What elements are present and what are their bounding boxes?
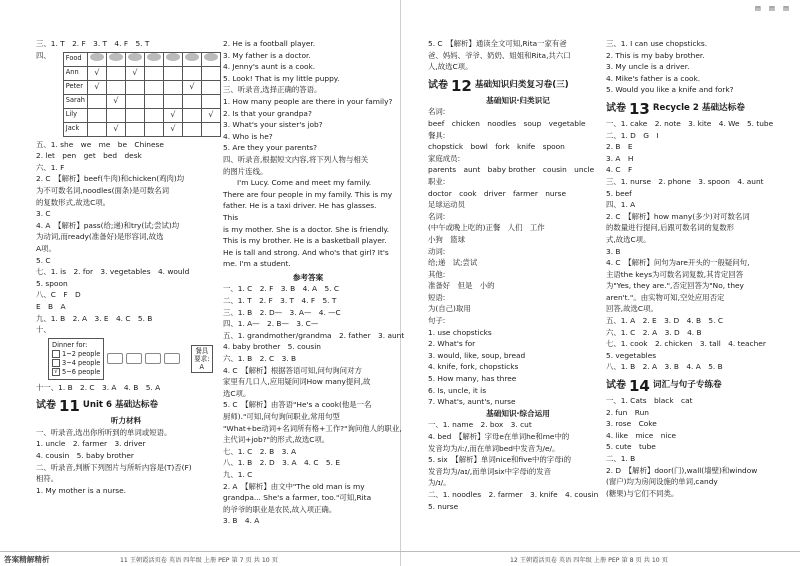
- tick-cell: [125, 122, 144, 136]
- answer-line: 二、1. noodles 2. farmer 3. knife 4. cousin: [428, 489, 599, 499]
- food-table-block: [36, 50, 216, 139]
- section-label: 四、: [36, 50, 51, 60]
- answer-line: 六、1. C 2. A 3. D 4. B: [606, 327, 702, 337]
- answer-line: 名词:: [428, 107, 446, 117]
- answer-line: 3. What's your sister's job?: [223, 120, 323, 130]
- test-title: Unit 6 基础达标卷: [82, 400, 158, 411]
- answer-line: 4. knife, fork, chopsticks: [428, 362, 519, 372]
- food-picture: [125, 52, 144, 66]
- answer-line: doctor cook driver farmer nurse: [428, 188, 567, 198]
- column-3: [428, 38, 608, 512]
- answer-line: There are four people in my family. This is my: [223, 189, 393, 199]
- answer-line: 一、听录音,选出你所听到的单词或短语。: [36, 427, 172, 437]
- answer-line: 八、1. B 2. D 3. A 4. C 5. E: [223, 458, 340, 468]
- answer-line: beef chicken noodles soup vegetable: [428, 118, 586, 128]
- answer-line: 句子:: [428, 316, 446, 326]
- answer-line: 六、1. F: [36, 162, 65, 172]
- diner-option-label: 5~6 people: [62, 367, 101, 376]
- answer-line: 选C项。: [223, 388, 251, 398]
- answer-line: 为不可数名词,noodles(面条)是可数名词: [36, 185, 170, 195]
- answer-line: 三、1. T 2. F 3. T 4. F 5. T: [36, 39, 150, 48]
- column-2: [223, 38, 405, 527]
- answer-line: 主语the keys为可数名词复数,其肯定回答: [606, 269, 744, 279]
- tick-cell: √: [125, 66, 144, 80]
- answer-line: 动词:: [428, 246, 446, 256]
- test-number: 14: [629, 377, 650, 396]
- answer-line: 小狗 篮球: [428, 234, 465, 244]
- tick-cell: [182, 122, 201, 136]
- tick-cell: √: [182, 80, 201, 94]
- answer-line: 3. would, like, soup, bread: [428, 350, 526, 360]
- answer-line: 家里有几口人,应用疑问词How many提问,故: [223, 377, 371, 387]
- test-11-header: [36, 397, 216, 416]
- checkbox-icon: √: [52, 368, 60, 376]
- answer-line: 为/ɪ/。: [428, 478, 451, 488]
- answer-line: 4. C F: [606, 165, 633, 175]
- answer-line: 家庭成员:: [428, 153, 461, 163]
- test-number: 13: [629, 99, 650, 118]
- answer-line: 2. C 【解析】beef(牛肉)和chicken(鸡肉)均: [36, 174, 185, 184]
- answer-line: 为"Yes, they are.",否定回答为"No, they: [606, 281, 744, 291]
- answer-line: 1. use chopsticks: [428, 327, 492, 337]
- answer-line: 5. spoon: [36, 278, 68, 288]
- answer-line: He is tall and strong. And who's that girl? It's: [223, 247, 389, 257]
- answer-line: 7. What's, aunt's, nurse: [428, 397, 516, 407]
- answer-line: A项。: [36, 243, 56, 253]
- answer-line: 5. Are they your parents?: [223, 143, 318, 153]
- answer-line: 1. My mother is a nurse.: [36, 485, 127, 495]
- footer-left: [0, 551, 400, 566]
- reference-answers-heading: 参考答案: [292, 272, 324, 282]
- tick-cell: [182, 66, 201, 80]
- diner-block: [36, 338, 216, 380]
- food-picture: [87, 52, 106, 66]
- food-picture: [106, 52, 125, 66]
- answer-line: 2. fun Run: [606, 407, 649, 417]
- answer-line: (窗户)均为房间设施的单词,candy: [606, 477, 718, 487]
- table-row: [63, 66, 220, 80]
- answer-line: 3. B: [606, 246, 621, 256]
- answer-line: 2. let pen get bed desk: [36, 151, 142, 161]
- tick-cell: [106, 66, 125, 80]
- page-right: [400, 0, 800, 566]
- side-box-line: 要求:: [194, 354, 210, 363]
- answer-line: 的图片连线。: [223, 166, 268, 176]
- checkbox-icon: [52, 350, 60, 358]
- toolbar-icons[interactable]: ▤ ▤ ▤: [754, 4, 792, 12]
- test-title: Recycle 2 基础达标卷: [652, 103, 745, 114]
- tick-cell: [144, 66, 163, 80]
- food-table: [63, 52, 221, 137]
- answer-line: 4. baby brother 5. cousin: [223, 342, 321, 352]
- answer-line: (中午或晚上吃的)正餐 人们 工作: [428, 223, 545, 233]
- answer-line: (糖果)与它们不同类。: [606, 488, 679, 498]
- answer-line: 5. cute tube: [606, 442, 656, 452]
- column-4: [606, 38, 796, 499]
- answer-line: 爸、妈妈、爷爷、奶奶、姐姐和Rita,共六口: [428, 50, 571, 60]
- food-picture: [144, 52, 163, 66]
- table-row: [63, 122, 220, 136]
- tick-cell: [201, 66, 220, 80]
- answer-line: 2. This is my baby brother.: [606, 50, 705, 60]
- tick-cell: √: [87, 80, 106, 94]
- person-name: Sarah: [63, 94, 87, 108]
- answer-line: 四、1. A— 2. B— 3. C—: [223, 319, 319, 329]
- person-name: Peter: [63, 80, 87, 94]
- food-picture: [163, 52, 182, 66]
- table-row: [63, 80, 220, 94]
- tick-cell: [201, 94, 220, 108]
- answer-line: 5. vegetables: [606, 350, 657, 360]
- answer-line: 一、1. C 2. F 3. B 4. A 5. C: [223, 284, 340, 294]
- section-heading: 基础知识·综合运用: [486, 408, 550, 418]
- tick-cell: [182, 94, 201, 108]
- answer-line: 4. Jenny's aunt is a cook.: [223, 62, 316, 72]
- test-12-header: [428, 76, 608, 95]
- answer-line: 5. How many, has three: [428, 374, 517, 384]
- answer-line: 相符。: [36, 474, 59, 484]
- answer-line: 2. D 【解析】door(门),wall(墙壁)和window: [606, 465, 758, 475]
- answer-line: 四、听录音,根据短文内容,将下列人物与相关: [223, 154, 369, 164]
- answer-line: 2. A 【解析】由文中"The old man is my: [223, 481, 365, 491]
- answer-line: 三、听录音,选择正确的答语。: [223, 85, 322, 95]
- tick-cell: [87, 108, 106, 122]
- answer-line: father. He is a taxi driver. He has glasses. This: [223, 201, 377, 222]
- diner-option-label: 1~2 people: [62, 349, 101, 358]
- answer-line: 发音均为/iː/,而在单词bed中发音为/e/。: [428, 443, 560, 453]
- tick-cell: [144, 122, 163, 136]
- answer-line: 式,故选C项。: [606, 234, 651, 244]
- answer-line: 4. C 【解析】根据答语可知,问句询问对方: [223, 365, 362, 375]
- test-number: 11: [59, 397, 80, 416]
- table-header-food: Food: [63, 52, 87, 66]
- tick-cell: [182, 108, 201, 122]
- tick-cell: [201, 122, 220, 136]
- tick-cell: [144, 94, 163, 108]
- answer-line: 八、C F D: [36, 290, 81, 300]
- answer-line: is my mother. She is a doctor. She is friendly.: [223, 224, 390, 234]
- test-label: 试卷: [428, 79, 448, 91]
- answer-line: 十、: [36, 325, 51, 335]
- answer-line: 3. B 4. A: [223, 516, 260, 526]
- tick-cell: [163, 94, 182, 108]
- answer-line: 六、1. B 2. C 3. B: [223, 354, 297, 364]
- section-heading: 基础知识·归类识记: [486, 95, 550, 105]
- listening-heading: 听力材料: [110, 416, 142, 426]
- answer-line: 5. C 【解析】通读全文可知,Rita一家有爸: [428, 39, 567, 48]
- tick-cell: [125, 80, 144, 94]
- answer-line: 2. C 【解析】how many(多少)对可数名词: [606, 211, 750, 221]
- footer-right: [400, 551, 800, 566]
- tick-cell: [144, 80, 163, 94]
- answer-line: 3. C: [36, 209, 51, 219]
- answer-line: 七、1. is 2. for 3. vegetables 4. would: [36, 267, 190, 277]
- tick-cell: [163, 66, 182, 80]
- answer-line: 的数量进行提问,后跟可数名词的复数形: [606, 223, 734, 233]
- answer-line: 人,故选C项。: [428, 62, 473, 72]
- answer-line: 一、1. name 2. box 3. cut: [428, 420, 532, 430]
- tick-cell: [87, 94, 106, 108]
- answer-line: 二、1. T 2. F 3. T 4. F 5. T: [223, 296, 337, 306]
- tick-cell: √: [106, 94, 125, 108]
- table-row: [63, 108, 220, 122]
- answer-line: 2. What's for: [428, 339, 476, 349]
- answer-line: 2. B E: [606, 142, 633, 152]
- answer-line: 二、1. B: [606, 454, 636, 463]
- answer-line: parents aunt baby brother cousin uncle: [428, 165, 595, 175]
- tick-cell: [144, 108, 163, 122]
- answer-line: 4. Who is he?: [223, 131, 273, 141]
- answer-line: 1. uncle 2. farmer 3. driver: [36, 439, 146, 449]
- table-row: [63, 94, 220, 108]
- answer-line: 5. C: [36, 255, 51, 265]
- answer-line: 五、1. she we me be Chinese: [36, 139, 164, 149]
- diner-food-icons: [107, 354, 183, 363]
- answer-line: 七、1. cook 2. chicken 3. tall 4. teacher: [606, 339, 766, 349]
- answer-line: 九、1. C: [223, 469, 253, 479]
- test-number: 12: [451, 76, 472, 95]
- footer-text: 12 王朝霞活页卷 英语 四年级 上册 PEP 第 8 页 共 10 页: [510, 557, 668, 564]
- answer-line: 5. six 【解析】单词nice和five中的字母i的: [428, 455, 572, 465]
- answer-line: 5. beef: [606, 188, 632, 198]
- answer-line: 4. A 【解析】pass(给;递)和try(试;尝试)均: [36, 220, 180, 230]
- test-title: 词汇与句子专练卷: [652, 380, 722, 391]
- brand-logo: 答案精解精析: [4, 555, 50, 564]
- answer-line: 1. How many people are there in your family?: [223, 96, 393, 106]
- answer-line: 的爷爷的职业是农民,故入项正确。: [223, 504, 337, 514]
- answer-line: 6. Is, uncle, it is: [428, 385, 487, 395]
- answer-line: 足球运动员: [428, 200, 465, 210]
- answer-line: 发音均为/aɪ/,而单词six中字母i的发音: [428, 466, 552, 476]
- answer-line: 主代词+job?"的形式,故选C项。: [223, 435, 330, 445]
- answer-line: 5. C 【解析】由答语"He's a cook(他是一名: [223, 400, 372, 410]
- answer-line: 厨师)."可知,问句询问职业,常用句型: [223, 412, 340, 421]
- tick-cell: √: [163, 122, 182, 136]
- tick-cell: √: [106, 122, 125, 136]
- answer-line: 4. bed 【解析】字母e在单词he和me中的: [428, 432, 570, 441]
- tick-cell: √: [201, 108, 220, 122]
- answer-line: 5. Would you like a knife and fork?: [606, 85, 734, 95]
- answer-line: 一、1. Cats black cat: [606, 396, 693, 406]
- answer-line: 3. A H: [606, 153, 634, 163]
- answer-line: 一、1. cake 2. note 3. kite 4. We 5. tube: [606, 118, 774, 128]
- diner-title: Dinner for:: [52, 340, 88, 349]
- answer-line: 七、1. C 2. B 3. A: [223, 446, 297, 456]
- diner-option: [52, 368, 100, 377]
- test-13-header: [606, 99, 796, 118]
- side-box-line: 餐具: [195, 346, 209, 355]
- answer-line: 职业:: [428, 176, 446, 186]
- diner-card: [48, 338, 104, 380]
- answer-line: 二、听录音,判断下列图片与所听内容是(T)否(F): [36, 462, 192, 472]
- answer-line: 的复数形式,故选C项。: [36, 197, 111, 207]
- diner-option: [52, 350, 100, 359]
- person-name: Lily: [63, 108, 87, 122]
- answer-line: me. I'm a student.: [223, 259, 291, 269]
- answer-line: 为动词,而ready(准备好)是形容词,故选: [36, 232, 164, 242]
- test-14-header: [606, 377, 796, 396]
- answer-line: 2. Is that your grandpa?: [223, 108, 312, 118]
- answer-line: 5. Look! That is my little puppy.: [223, 73, 340, 83]
- answer-line: chopstick bowl fork knife spoon: [428, 142, 565, 152]
- side-box-line: A: [199, 362, 205, 371]
- tick-cell: [87, 122, 106, 136]
- food-picture: [182, 52, 201, 66]
- answer-line: 5. nurse: [428, 501, 459, 511]
- answer-line: 三、1. nurse 2. phone 3. spoon 4. aunt: [606, 176, 764, 186]
- tick-cell: [125, 108, 144, 122]
- answer-line: 八、1. B 2. A 3. B 4. A 5. B: [606, 362, 723, 372]
- answer-line: 4. Mike's father is a cook.: [606, 73, 701, 83]
- tick-cell: √: [163, 108, 182, 122]
- answer-line: 3. My uncle is a driver.: [606, 62, 690, 72]
- tick-cell: [106, 80, 125, 94]
- tick-cell: [163, 80, 182, 94]
- answer-line: aren't."。由实物可知,空处应用否定: [606, 292, 725, 302]
- answer-line: I'm Lucy. Come and meet my family.: [237, 178, 372, 188]
- answer-line: 三、1. I can use chopsticks.: [606, 39, 708, 48]
- answer-line: 名词:: [428, 211, 446, 221]
- tick-cell: [106, 108, 125, 122]
- answer-line: 三、1. B 2. D— 3. A— 4. —C: [223, 307, 341, 317]
- column-1: [36, 38, 216, 496]
- test-label: 试卷: [36, 400, 56, 412]
- person-name: Jack: [63, 122, 87, 136]
- tick-cell: [125, 94, 144, 108]
- answer-line: 2. He is a football player.: [223, 39, 316, 48]
- food-picture: [201, 52, 220, 66]
- answer-line: 二、1. D G I: [606, 130, 659, 140]
- answer-line: 九、1. B 2. A 3. E 4. C 5. B: [36, 313, 153, 323]
- answer-line: 3. rose Coke: [606, 419, 657, 429]
- diner-option-label: 3~4 people: [62, 358, 101, 367]
- answer-line: 准备好 但是 小的: [428, 281, 495, 291]
- test-title: 基础知识归类复习卷(三): [474, 79, 569, 90]
- diner-option: [52, 359, 100, 368]
- answer-line: 四、1. A: [606, 200, 636, 210]
- answer-line: grandpa... She's a farmer, too."可知,Rita: [223, 493, 372, 503]
- answer-line: "What+be动词+名词所有格+工作?"询问他人的职业,: [223, 423, 402, 433]
- footer-text: 11 王朝霞活页卷 英语 四年级 上册 PEP 第 7 页 共 10 页: [120, 557, 278, 564]
- answer-line: 4. C 【解析】问句为are开头的一般疑问句,: [606, 258, 750, 268]
- answer-line: 回答,故选C项。: [606, 304, 658, 314]
- answer-line: 4. like mice nice: [606, 430, 677, 440]
- answer-line: 十一、1. B 2. C 3. A 4. B 5. A: [36, 382, 161, 392]
- tick-cell: √: [87, 66, 106, 80]
- answer-line: 短语:: [428, 292, 446, 302]
- utensil-request-box: [191, 345, 212, 373]
- checkbox-icon: [52, 359, 60, 367]
- answer-line: 为(自己)取用: [428, 304, 471, 314]
- answer-line: E B A: [36, 301, 66, 311]
- person-name: Ann: [63, 66, 87, 80]
- test-label: 试卷: [606, 380, 626, 392]
- answer-line: This is my brother. He is a basketball player.: [223, 236, 387, 246]
- answer-line: 餐具:: [428, 130, 446, 140]
- answer-line: 给;递 试;尝试: [428, 258, 478, 268]
- answer-line: 3. My father is a doctor.: [223, 50, 311, 60]
- answer-line: 4. cousin 5. baby brother: [36, 451, 134, 461]
- test-label: 试卷: [606, 103, 626, 115]
- answer-line: 其他:: [428, 269, 446, 279]
- answer-line: 五、1. A 2. E 3. D 4. B 5. C: [606, 316, 723, 326]
- tick-cell: [201, 80, 220, 94]
- answer-line: 五、1. grandmother/grandma 2. father 3. aunt: [223, 330, 405, 340]
